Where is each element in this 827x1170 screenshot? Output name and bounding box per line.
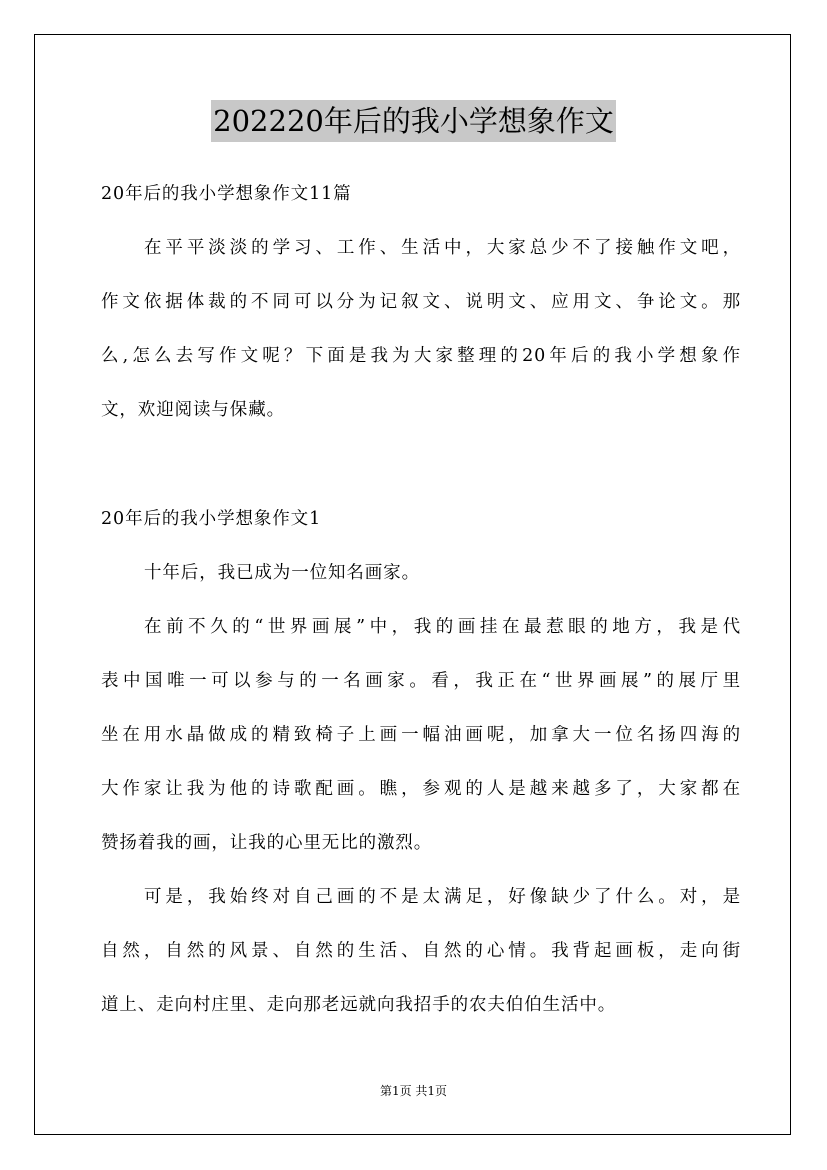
text-line: 在前不久的“世界画展”中，我的画挂在最惹眼的地方，我是代 bbox=[144, 617, 741, 637]
text-line: 表中国唯一可以参与的一名画家。看，我正在“世界画展”的展厅里 bbox=[101, 671, 741, 691]
text-line: 大作家让我为他的诗歌配画。瞧，参观的人是越来越多了，大家都在 bbox=[101, 779, 741, 799]
page-footer: 第1页 共1页 bbox=[379, 1084, 448, 1098]
text-line: 赞扬着我的画，让我的心里无比的激烈。 bbox=[101, 833, 433, 853]
text-line: 可是，我始终对自己画的不是太满足，好像缺少了什么。对，是 bbox=[144, 887, 741, 907]
document-title: 202220年后的我小学想象作文 bbox=[211, 100, 616, 142]
text-line: 文，欢迎阅读与保藏。 bbox=[101, 400, 285, 420]
text-line: 道上、走向村庄里、走向那老远就向我招手的农夫伯伯生活中。 bbox=[101, 995, 617, 1015]
text-line: 自然，自然的风景、自然的生活、自然的心情。我背起画板，走向街 bbox=[101, 941, 741, 961]
text-line: 十年后，我已成为一位知名画家。 bbox=[144, 563, 420, 583]
text-line: 坐在用水晶做成的精致椅子上画一幅油画呢，加拿大一位名扬四海的 bbox=[101, 725, 741, 745]
text-line-heading-1: 20年后的我小学想象作文11篇 bbox=[101, 184, 352, 204]
text-line: 么,怎么去写作文呢？下面是我为大家整理的20年后的我小学想象作 bbox=[101, 346, 741, 366]
text-line: 在平平淡淡的学习、工作、生活中，大家总少不了接触作文吧， bbox=[144, 238, 741, 258]
title-container bbox=[0, 100, 827, 142]
text-line: 作文依据体裁的不同可以分为记叙文、说明文、应用文、争论文。那 bbox=[101, 292, 741, 312]
text-line-heading-2: 20年后的我小学想象作文1 bbox=[101, 509, 322, 529]
